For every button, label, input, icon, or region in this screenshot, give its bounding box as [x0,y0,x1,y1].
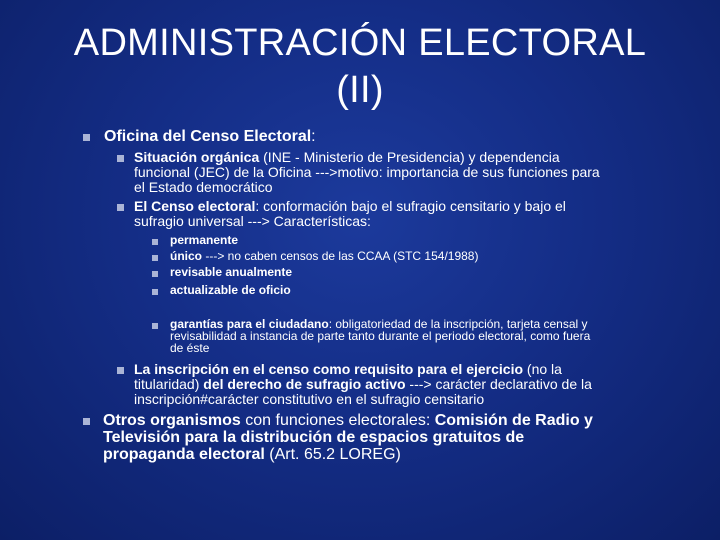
bullet-inscripcion-censo [134,362,592,407]
otros-line3-bold: propaganda electoral [103,446,265,463]
title-line-1: ADMINISTRACIÓN ELECTORAL [73,22,647,64]
item-actualizable [170,284,291,297]
otros-line3-rest: (Art. 65.2 LOREG) [264,446,401,463]
inscripcion-line2-a: titularidad) [134,376,204,392]
garantias-line-2: revisabilidad a instancia de parte tanto durante el periodo electoral, como fuera [170,329,591,343]
inscripcion-line-3: inscripción#carácter constitutivo en el sufragio censitario [134,391,485,407]
bullet-icon [83,134,90,141]
bullet-situacion-organica [134,150,600,195]
title-line-2: (II) [336,69,384,111]
item-unico [170,250,478,263]
item-actualizable-text: actualizable de oficio [170,283,291,297]
otros-line-2: Televisión para la distribución de espacios gratuitos de [103,429,525,446]
item-permanente-text: permanente [170,233,239,247]
bullet-icon [117,155,124,162]
garantias-bold: garantías para el ciudadano [170,317,329,331]
bullet-otros-organismos [103,412,593,463]
bullet-icon [152,289,158,295]
item-garantias [170,318,590,354]
inscripcion-bold: La inscripción en el censo como requisito para el ejercicio [134,361,524,377]
bullet-censo-electoral [134,199,566,229]
inscripcion-line2-bold: del derecho de sufragio activo [203,376,406,392]
inscripcion-rest: (no la [523,361,562,377]
situacion-bold: Situación orgánica [134,149,260,165]
item-permanente [170,234,238,247]
bullet-icon [152,271,158,277]
situacion-rest: (INE - Ministerio de Presidencia) y dependencia [259,149,560,165]
situacion-line-3: el Estado democrático [134,179,273,195]
otros-bold-2: Comisión de Radio y [434,412,593,429]
bullet-icon [117,367,124,374]
otros-mid-1: con funciones electorales: [240,412,435,429]
item-unico-rest: ---> no caben censos de las CCAA (STC 154/1988) [202,249,479,263]
inscripcion-line2-rest: ---> carácter declarativo de la [405,376,592,392]
bullet-oficina-censo [104,128,316,146]
item-revisable-text: revisable anualmente [170,265,293,279]
oficina-censo-bold: Oficina del Censo Electoral [104,128,312,145]
bullet-icon [152,323,158,329]
item-unico-bold: único [170,249,202,263]
censo-electoral-rest: : conformación bajo el sufragio censitario y bajo el [255,198,566,214]
garantias-rest: : obligatoriedad de la inscripción, tarjeta censal y [328,317,588,331]
slide-title [0,20,720,114]
oficina-censo-rest: : [311,128,316,145]
bullet-icon [83,418,90,425]
bullet-icon [152,239,158,245]
item-revisable [170,266,292,279]
situacion-line-2: funcional (JEC) de la Oficina --->motivo: importancia de sus funciones para [134,164,600,180]
bullet-icon [152,255,158,261]
otros-bold-1: Otros organismos [103,412,241,429]
censo-electoral-line-2: sufragio universal ---> Características: [134,213,371,229]
bullet-icon [117,204,124,211]
censo-electoral-bold: El Censo electoral [134,198,256,214]
garantias-line-3: de éste [170,341,210,355]
